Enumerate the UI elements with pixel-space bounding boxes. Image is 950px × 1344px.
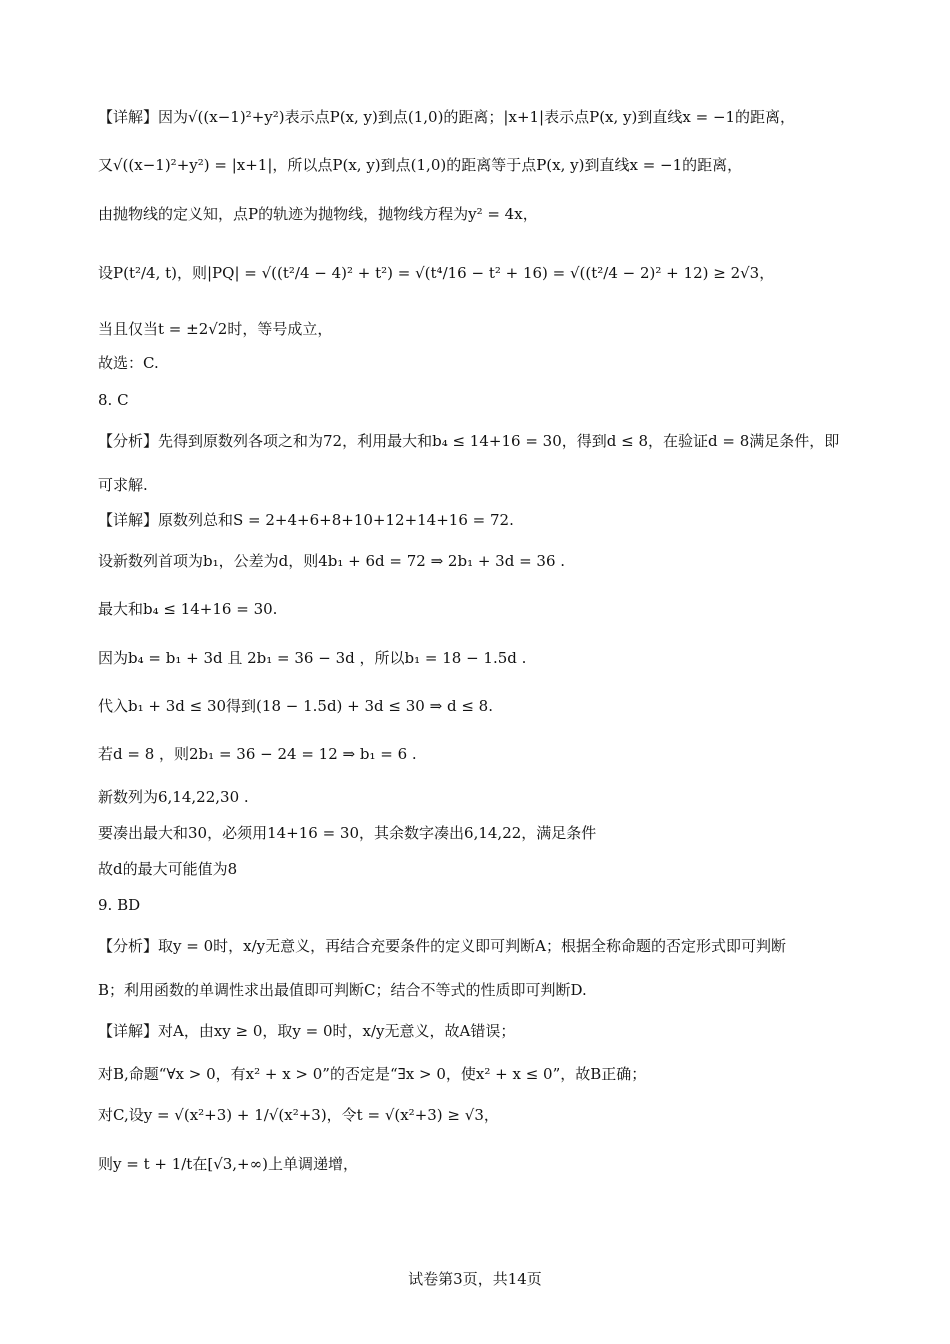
- text-line: 当且仅当t = ±2√2时，等号成立，: [98, 320, 333, 338]
- page-footer: 试卷第3页，共14页: [408, 1270, 542, 1288]
- text-line: 若d = 8 ，则2b₁ = 36 − 24 = 12 ⇒ b₁ = 6 .: [98, 745, 417, 763]
- text-line: 设新数列首项为b₁，公差为d，则4b₁ + 6d = 72 ⇒ 2b₁ + 3d = 36 .: [98, 552, 566, 570]
- text-line: 要凑出最大和30，必须用14+16 = 30，其余数字凑出6,14,22，满足条件: [98, 824, 597, 842]
- text-line: 【分析】取y = 0时，x/y无意义，再结合充要条件的定义即可判断A；根据全称命题的否定形式即可判断: [98, 937, 786, 955]
- text-line: 【分析】先得到原数列各项之和为72，利用最大和b₄ ≤ 14+16 = 30，得到d ≤ 8，在验证d = 8满足条件，即: [98, 432, 840, 450]
- question-number: 9. BD: [98, 896, 141, 914]
- text-line: 【详解】原数列总和S = 2+4+6+8+10+12+14+16 = 72.: [98, 511, 514, 529]
- text-line: 代入b₁ + 3d ≤ 30得到(18 − 1.5d) + 3d ≤ 30 ⇒ d ≤ 8.: [98, 697, 493, 715]
- text-line: 最大和b₄ ≤ 14+16 = 30.: [98, 600, 278, 618]
- question-number: 8. C: [98, 391, 129, 409]
- text-line: 故选：C.: [98, 354, 159, 372]
- text-line: 对C,设y = √(x²+3) + 1/√(x²+3)，令t = √(x²+3) ≥ √3，: [98, 1106, 499, 1124]
- text-line: 则y = t + 1/t在[√3,+∞)上单调递增，: [98, 1155, 358, 1173]
- text-line: 设P(t²/4, t)，则|PQ| = √((t²/4 − 4)² + t²) = √(t⁴/16 − t² + 16) = √((t²/4 − 2)² + 12) ≥ 2√3，: [98, 264, 775, 282]
- text-line: 新数列为6,14,22,30 .: [98, 788, 249, 806]
- text-line: 因为b₄ = b₁ + 3d 且 2b₁ = 36 − 3d ，所以b₁ = 18 − 1.5d .: [98, 649, 527, 667]
- text-line: 【详解】对A，由xy ≥ 0，取y = 0时，x/y无意义，故A错误；: [98, 1022, 516, 1040]
- text-line: 又√((x−1)²+y²) = |x+1|，所以点P(x, y)到点(1,0)的距离等于点P(x, y)到直线x = −1的距离，: [98, 156, 743, 174]
- text-line: B；利用函数的单调性求出最值即可判断C；结合不等式的性质即可判断D.: [98, 981, 587, 999]
- text-line: 由抛物线的定义知，点P的轨迹为抛物线，抛物线方程为y² = 4x，: [98, 205, 538, 223]
- text-line: 故d的最大可能值为8: [98, 860, 238, 878]
- text-line: 可求解.: [98, 476, 148, 494]
- text-line: 【详解】因为√((x−1)²+y²)表示点P(x, y)到点(1,0)的距离；|x+1|表示点P(x, y)到直线x = −1的距离，: [98, 108, 796, 126]
- text-line: 对B,命题“∀x > 0，有x² + x > 0”的否定是“∃x > 0，使x² + x ≤ 0”，故B正确；: [98, 1065, 647, 1083]
